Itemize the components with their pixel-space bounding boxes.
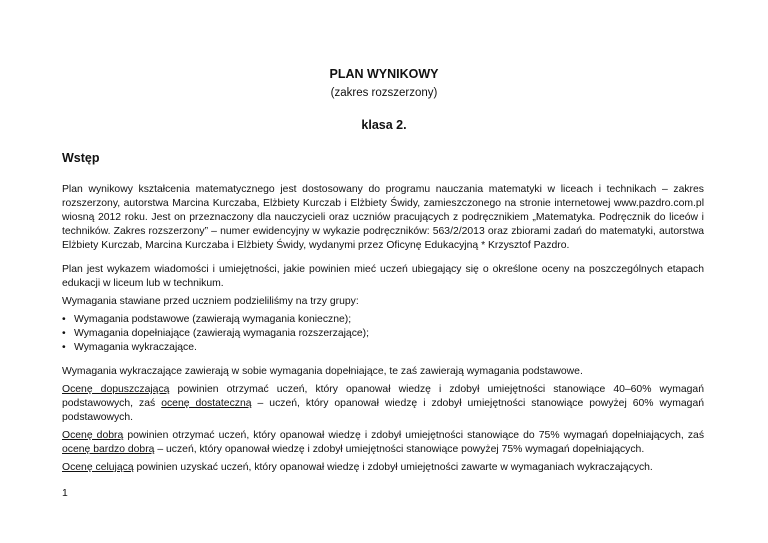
- requirements-list: [62, 313, 704, 355]
- paragraph-requirement-groups: Wymagania stawiane przed uczniem podzieliliśmy na trzy grupy:: [62, 296, 359, 307]
- grade-term: Ocenę celującą: [62, 462, 134, 473]
- grade-term: Ocenę dopuszczającą: [62, 384, 170, 395]
- page-number: 1: [62, 488, 68, 499]
- grade-celujaca-paragraph: Ocenę celującą powinien uzyskać uczeń, który opanował wiedzę i zdobył umiejętności zawarte w wymaganiach wykraczających.: [62, 462, 653, 473]
- body-text: [62, 183, 704, 479]
- paragraph-requirements-inclusion: Wymagania wykraczające zawierają w sobie wymagania dopełniające, te zaś zawierają wymagania podstawowe.: [62, 366, 583, 377]
- section-heading: Wstęp: [62, 151, 100, 165]
- grade-term: Ocenę dobrą: [62, 430, 124, 441]
- bullet-icon: •: [62, 314, 66, 325]
- grade-dopuszczajaca-paragraph: Ocenę dopuszczającą powinien otrzymać uczeń, który opanował wiedzę i zdobył umiejętności stanowiące 40–60% wymagań podstawowych, zaś ocenę dostateczną – uczeń, który opanował wiedzę i zdobył umiejętności stanowiące powyżej 60% wymagań podstawowych.: [62, 384, 705, 423]
- bullet-icon: •: [62, 342, 66, 353]
- bullet-icon: •: [62, 328, 66, 339]
- class-label: klasa 2.: [361, 118, 407, 132]
- grade-dobra-paragraph: Ocenę dobrą powinien otrzymać uczeń, który opanował wiedzę i zdobył umiejętności stanowiące do 75% wymagań dopełniających, zaś ocenę bardzo dobrą – uczeń, który opanował wiedzę i zdobył umiejętności stanowiące powyżej 75% wymagań dopełniających.: [62, 430, 705, 455]
- document-subtitle: (zakres rozszerzony): [330, 87, 438, 99]
- list-item: • Wymagania podstawowe (zawierają wymagania konieczne);: [62, 314, 352, 325]
- list-item: • Wymagania dopełniające (zawierają wymagania rozszerzające);: [62, 328, 370, 339]
- paragraph-education-stages: Plan jest wykazem wiadomości i umiejętności, jakie powinien mieć uczeń ubiegający się o określone oceny na poszczególnych etapach edukacji w liceum lub w technikum.: [62, 264, 704, 289]
- grade-term: ocenę dostateczną: [161, 398, 252, 409]
- document-title: PLAN WYNIKOWY: [329, 67, 439, 81]
- grade-term: ocenę bardzo dobrą: [62, 444, 155, 455]
- intro-paragraph: Plan wynikowy kształcenia matematycznego jest dostosowany do programu nauczania matematyki w liceach i technikach – zakres rozszerzony, autorstwa Marcina Kurczaba, Elżbiety Kurczab i Elżbiety Świdy, zamieszczonego na stronie internetowej www.pazdro.com.pl wiosną 2012 roku. Jest on przeznaczony dla nauczycieli oraz uczniów pracujących z podręcznikiem „Matematyka. Podręcznik do liceów i techników. Zakres rozszerzony” – numer ewidencyjny w wykazie podręczników: 563/2/2013 oraz zbiorami zadań do matematyki, autorstwa Elżbiety Kurczab, Marcina Kurczaba i Elżbiety Świdy, wydanymi przez Oficynę Edukacyjną * Krzysztof Pazdro.: [62, 184, 704, 251]
- title-block: [0, 66, 768, 133]
- list-item: • Wymagania wykraczające.: [62, 342, 197, 353]
